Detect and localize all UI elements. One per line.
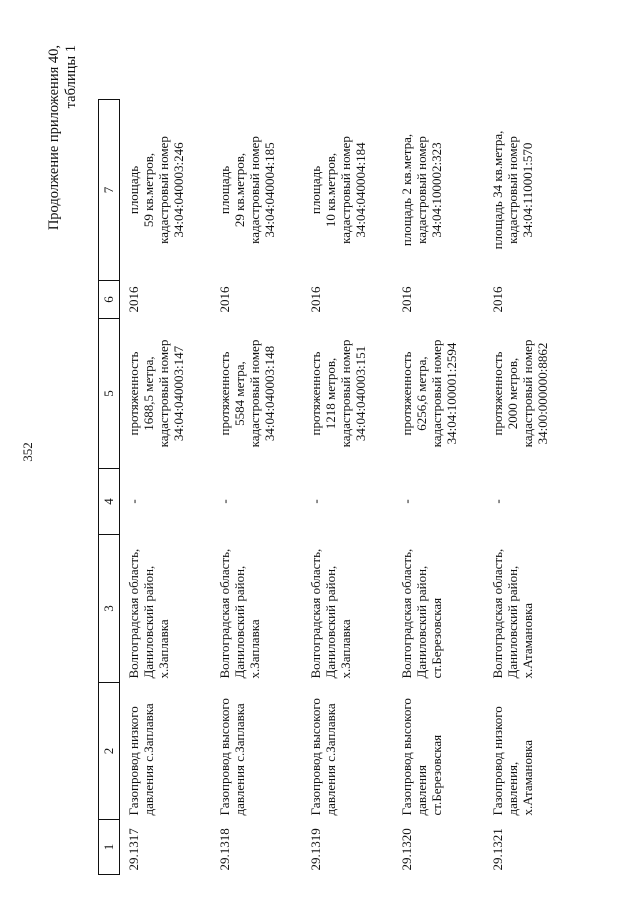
cell-extent: протяженность 6256,6 метра, кадастровый номер 34:04:100001:2594 bbox=[399, 339, 459, 448]
cell-col4: - bbox=[126, 499, 141, 504]
header-row bbox=[99, 100, 120, 875]
continuation-line-1: Продолжение приложения 40, bbox=[46, 45, 62, 231]
cell-address: Волгоградская область, Даниловский район, х.Заплавка bbox=[126, 548, 171, 679]
cell-number: 29.1317 bbox=[126, 828, 141, 871]
cell-extent: протяженность 5584 метра, кадастровый номер 34:04:040003:148 bbox=[217, 339, 277, 448]
cell-number: 29.1321 bbox=[490, 828, 505, 871]
cell-year: 2016 bbox=[490, 286, 505, 313]
cell-extent: протяженность 1688,5 метра, кадастровый номер 34:04:040003:147 bbox=[126, 339, 186, 448]
cell-number: 29.1318 bbox=[217, 828, 232, 871]
cell-col4: - bbox=[490, 499, 505, 504]
cell-note: площадь 34 кв.метра, кадастровый номер 34:04:110001:570 bbox=[490, 130, 535, 250]
cell-name: Газопровод высокого давления с.Заплавка bbox=[308, 698, 338, 816]
table-row bbox=[120, 100, 212, 875]
table-row bbox=[211, 100, 302, 875]
cell-year: 2016 bbox=[126, 286, 141, 313]
cell-note: площадь 59 кв.метров, кадастровый номер 34:04:040003:246 bbox=[126, 136, 186, 244]
table-row bbox=[484, 100, 575, 875]
header-col-7: 7 bbox=[99, 100, 120, 281]
header-col-5: 5 bbox=[99, 319, 120, 469]
table-row bbox=[302, 100, 393, 875]
cell-year: 2016 bbox=[217, 286, 232, 313]
header-col-2: 2 bbox=[99, 683, 120, 820]
cell-extent: протяженность 1218 метров, кадастровый номер 34:04:040003:151 bbox=[308, 339, 368, 448]
cell-number: 29.1319 bbox=[308, 828, 323, 871]
rotated-page bbox=[38, 20, 598, 885]
cell-col4: - bbox=[308, 499, 323, 504]
cell-col4: - bbox=[217, 499, 232, 504]
cell-name: Газопровод высокого давления ст.Березовская bbox=[399, 698, 444, 816]
continuation-line-2: таблицы 1 bbox=[63, 45, 79, 109]
cell-address: Волгоградская область, Даниловский район, х.Заплавка bbox=[308, 548, 353, 679]
header-col-4: 4 bbox=[99, 469, 120, 535]
continuation-heading bbox=[46, 45, 80, 505]
cell-extent: протяженность 2000 метров, кадастровый номер 34:00:000000:8862 bbox=[490, 339, 550, 448]
cell-name: Газопровод низкого давления с.Заплавка bbox=[126, 703, 156, 816]
cell-note: площадь 29 кв.метров, кадастровый номер 34:04:040004:185 bbox=[217, 136, 277, 244]
header-col-6: 6 bbox=[99, 281, 120, 319]
cell-address: Волгоградская область, Даниловский район, х.Атамановка bbox=[490, 548, 535, 679]
cell-year: 2016 bbox=[399, 286, 414, 313]
page-number: 352 bbox=[20, 442, 35, 462]
cell-address: Волгоградская область, Даниловский район, ст.Березовская bbox=[399, 548, 444, 679]
cell-col4: - bbox=[399, 499, 414, 504]
cell-name: Газопровод низкого давления, х.Атамановка bbox=[490, 706, 535, 816]
header-col-1: 1 bbox=[99, 820, 120, 875]
header-col-3: 3 bbox=[99, 535, 120, 683]
cell-note: площадь 10 кв.метров, кадастровый номер 34:04:040004:184 bbox=[308, 136, 368, 244]
cell-note: площадь 2 кв.метра, кадастровый номер 34:04:100002:323 bbox=[399, 133, 444, 247]
cell-number: 29.1320 bbox=[399, 828, 414, 871]
cell-name: Газопровод высокого давления с.Заплавка bbox=[217, 698, 247, 816]
property-table bbox=[98, 99, 575, 875]
cell-address: Волгоградская область, Даниловский район, х.Заплавка bbox=[217, 548, 262, 679]
table-row bbox=[393, 100, 484, 875]
cell-year: 2016 bbox=[308, 286, 323, 313]
